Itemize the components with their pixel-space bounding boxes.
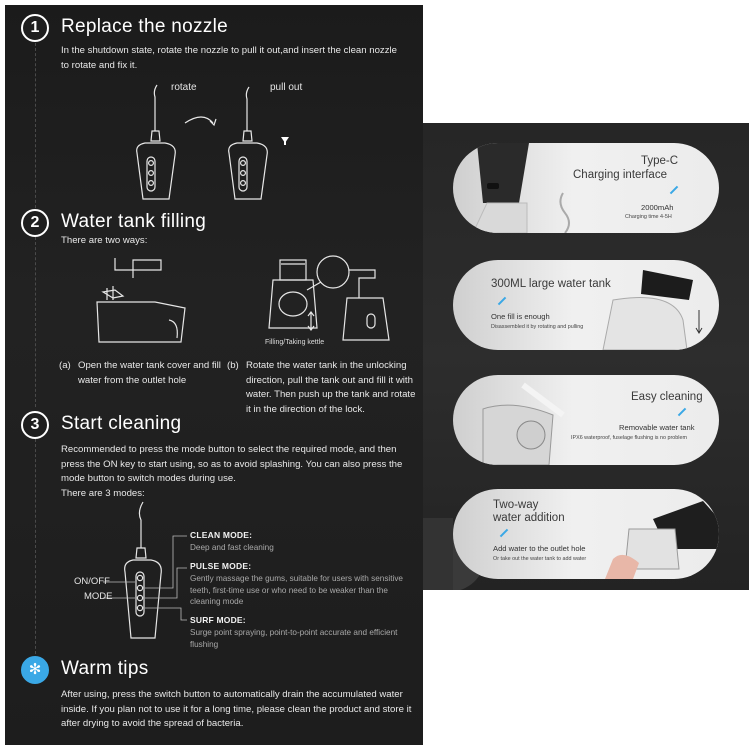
charger-device-image: [453, 143, 719, 233]
way-b-marker: (b): [227, 360, 239, 371]
warm-tips-title: Warm tips: [61, 658, 149, 679]
instructions-panel: [5, 5, 423, 745]
step-3-title: Start cleaning: [61, 413, 182, 434]
feature-card-cleaning: [453, 375, 719, 465]
water-addition-title-2: water addition: [493, 512, 565, 524]
clean-mode-name: CLEAN MODE:: [190, 530, 253, 540]
pull-out-label: pull out: [270, 82, 303, 93]
mode-label: MODE: [84, 591, 113, 602]
step-2-number: 2: [21, 209, 49, 237]
way-a-text: Open the water tank cover and fill water from the outlet hole: [78, 360, 221, 386]
on-off-label: ON/OFF: [74, 576, 110, 587]
way-b-text: Rotate the water tank in the unlocking direction, pull the tank out and fill it with water. Then push up the tank and rotate it in the direction of the lock.: [246, 360, 416, 415]
pulse-mode-name: PULSE MODE:: [190, 561, 252, 571]
step-3-text: Recommended to press the mode button to select the required mode, and then press the ON key to start using, so as to avoid splashing. You can also press the mode button to switch modes during use.: [61, 444, 403, 484]
feature-card-charging: [453, 143, 719, 233]
step-1-text: In the shutdown state, rotate the nozzle to pull it out,and insert the clean nozzle to rotate and fix it.: [61, 45, 397, 71]
rotate-label: rotate: [171, 82, 197, 93]
way-a-marker: (a): [59, 360, 71, 371]
surf-mode-desc: Surge point spraying, point-to-point accurate and efficient flushing: [190, 628, 398, 649]
charging-time: Charging time 4-5H: [625, 214, 672, 220]
feature-card-tank: [453, 260, 719, 350]
step-connector: [35, 43, 36, 213]
step-connector: [35, 237, 36, 407]
nozzle-illustration: [125, 83, 315, 203]
cleaning-sub: Removable water tank: [619, 423, 695, 432]
water-addition-sub: Add water to the outlet hole: [493, 544, 586, 553]
step-3-number: 3: [21, 411, 49, 439]
tank-filling-illustration: [85, 250, 405, 350]
features-panel: [423, 123, 749, 590]
water-addition-title-1: Two-way: [493, 499, 539, 511]
surf-mode-name: SURF MODE:: [190, 615, 246, 625]
charging-title-1: Type-C: [641, 155, 679, 167]
kettle-label: Filling/Taking kettle: [265, 339, 325, 346]
tank-sub: One fill is enough: [491, 312, 550, 321]
battery-capacity: 2000mAh: [641, 203, 674, 212]
step-1-title: Replace the nozzle: [61, 16, 229, 37]
cleaning-title: Easy cleaning: [631, 391, 703, 403]
clean-mode-desc: Deep and fast cleaning: [190, 543, 274, 552]
water-addition-note: Or take out the water tank to add water: [493, 556, 587, 562]
step-connector: [35, 439, 36, 659]
feature-card-water-addition: [453, 489, 719, 579]
cleaning-note: IPX6 waterproof, fuselage flushing is no problem: [571, 435, 687, 441]
tank-title: 300ML large water tank: [491, 278, 611, 290]
pulse-mode-desc: Gently massage the gums, suitable for users with sensitive teeth, first-time use or who need to be weaker than the cleaning mode: [190, 574, 403, 606]
water-tank-image: [453, 260, 719, 350]
warm-tips-text: After using, press the switch button to automatically drain the accumulated water inside. If you plan not to use it for a long time, please clean the product and store it after drying to avoid the spread of bacteria.: [61, 689, 412, 729]
step-3-subtext: There are 3 modes:: [61, 488, 145, 499]
warm-tips-icon: ✻: [21, 656, 49, 684]
step-2-text: There are two ways:: [61, 235, 148, 246]
step-2-title: Water tank filling: [61, 211, 207, 232]
step-1-number: 1: [21, 14, 49, 42]
tank-note: Disassembled it by rotating and pulling: [491, 324, 584, 330]
charging-title-2: Charging interface: [573, 169, 667, 181]
cleaning-image: [453, 375, 719, 465]
